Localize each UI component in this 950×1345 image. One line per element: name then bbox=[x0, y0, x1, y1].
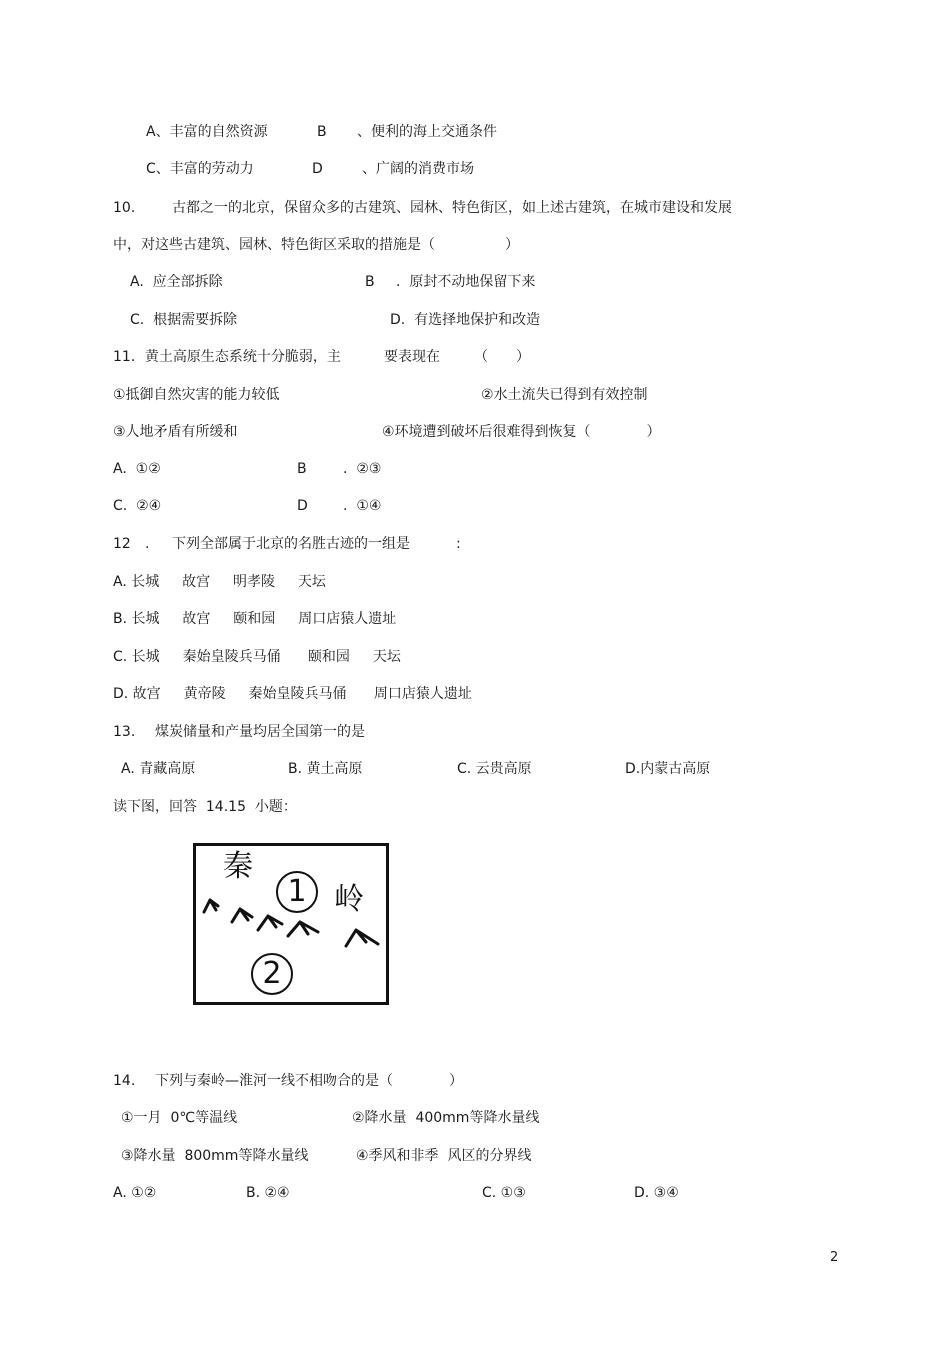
q11-option-b-text: . ②③ bbox=[343, 461, 382, 477]
mountain-symbol bbox=[288, 922, 318, 936]
q13-option-c: C. 云贵高原 bbox=[457, 761, 532, 777]
q10-number: 10. bbox=[113, 200, 136, 216]
q9-option-a: A、丰富的自然资源 bbox=[146, 124, 268, 140]
circle-marker-2: 2 bbox=[251, 953, 293, 995]
q11-option-d-text: . ①④ bbox=[343, 498, 382, 514]
q10-option-c: C. 根据需要拆除 bbox=[130, 312, 238, 328]
q9-option-d-text: 、广阔的消费市场 bbox=[362, 161, 474, 177]
q11-stem-b: 要表现在 bbox=[384, 349, 440, 365]
q10-option-d: D. 有选择地保护和改造 bbox=[390, 312, 541, 328]
q10-option-a: A. 应全部拆除 bbox=[130, 274, 223, 290]
q11-option-d-letter: D bbox=[297, 498, 308, 514]
q14-option-b: B. ②④ bbox=[246, 1185, 290, 1201]
q12-stem-colon: : bbox=[456, 536, 461, 552]
mountain-symbol bbox=[346, 930, 378, 946]
q14-item-4: ④季风和非季 风区的分界线 bbox=[356, 1148, 532, 1164]
q14-item-3: ③降水量 800mm等降水量线 bbox=[121, 1148, 309, 1164]
circle-marker-1: 1 bbox=[276, 871, 318, 913]
q11-stem-c: （ ） bbox=[474, 349, 530, 365]
q10-stem-line2: 中，对这些古建筑、园林、特色街区采取的措施是（ ） bbox=[113, 237, 519, 253]
q9-option-b-letter: B bbox=[317, 124, 327, 140]
q12-stem: 下列全部属于北京的名胜古迹的一组是 bbox=[172, 536, 410, 552]
q14-item-1: ①一月 0℃等温线 bbox=[121, 1110, 238, 1126]
q14-item-2: ②降水量 400mm等降水量线 bbox=[352, 1110, 540, 1126]
q13-option-d: D.内蒙古高原 bbox=[625, 761, 711, 777]
q12-option-c: C. 长城 秦始皇陵兵马俑 颐和园 天坛 bbox=[113, 649, 401, 665]
q11-item-2: ②水土流失已得到有效控制 bbox=[481, 387, 648, 403]
q11-option-a: A. ①② bbox=[113, 461, 161, 477]
q13-number: 13. bbox=[113, 724, 136, 740]
q11-stem-a: 11．黄土高原生态系统十分脆弱，主 bbox=[113, 349, 341, 365]
q14-option-c: C. ①③ bbox=[482, 1185, 526, 1201]
qin-label: 秦 bbox=[223, 849, 253, 884]
mountain-symbol bbox=[204, 900, 218, 912]
q10-option-b-letter: B bbox=[365, 274, 375, 290]
q11-item-4: ④环境遭到破坏后很难得到恢复（ ） bbox=[382, 424, 661, 440]
qinling-figure bbox=[193, 843, 389, 1005]
q12-number-dot: . bbox=[145, 536, 150, 552]
q12-number: 12 bbox=[113, 536, 131, 552]
q14-option-d: D. ③④ bbox=[634, 1185, 679, 1201]
q9-option-b-text: 、便利的海上交通条件 bbox=[357, 124, 497, 140]
ling-label: 岭 bbox=[334, 882, 364, 917]
q12-option-a: A. 长城 故宫 明孝陵 天坛 bbox=[113, 574, 326, 590]
q9-option-c: C、丰富的劳动力 bbox=[146, 161, 254, 177]
read-figure-instruction: 读下图，回答 14.15 小题： bbox=[113, 799, 297, 815]
q13-option-b: B. 黄土高原 bbox=[288, 761, 363, 777]
q9-option-d-letter: D bbox=[312, 161, 323, 177]
q14-option-a: A. ①② bbox=[113, 1185, 157, 1201]
q11-option-b-letter: B bbox=[297, 461, 307, 477]
q14-number: 14. bbox=[113, 1073, 136, 1089]
q14-stem: 下列与秦岭—淮河一线不相吻合的是（ ） bbox=[155, 1073, 463, 1089]
q10-stem-line1: 古都之一的北京，保留众多的古建筑、园林、特色街区，如上述古建筑，在城市建设和发展 bbox=[172, 200, 732, 216]
q13-option-a: A. 青藏高原 bbox=[121, 761, 196, 777]
q12-option-d: D. 故宫 黄帝陵 秦始皇陵兵马俑 周口店猿人遗址 bbox=[113, 686, 472, 702]
mountain-symbol bbox=[258, 916, 282, 930]
q11-item-3: ③人地矛盾有所缓和 bbox=[113, 424, 238, 440]
q11-option-c: C. ②④ bbox=[113, 498, 162, 514]
q10-option-b-text: . 原封不动地保留下来 bbox=[396, 274, 536, 290]
page-number: 2 bbox=[830, 1250, 839, 1265]
mountain-symbol bbox=[232, 909, 252, 922]
q13-stem: 煤炭储量和产量均居全国第一的是 bbox=[155, 724, 365, 740]
q12-option-b: B. 长城 故宫 颐和园 周口店猿人遗址 bbox=[113, 611, 397, 627]
q11-item-1: ①抵御自然灾害的能力较低 bbox=[113, 387, 280, 403]
